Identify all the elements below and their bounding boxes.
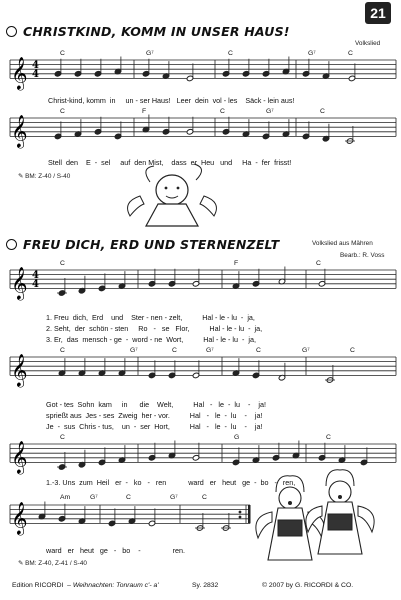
chord: G⁷	[170, 494, 178, 501]
treble-clef-icon: 𝄞	[11, 114, 28, 148]
chord: C	[202, 494, 207, 501]
ref-text: BM: Z-40, Z-41 / S-40	[25, 560, 87, 567]
song-title-text: CHRISTKIND, KOMM IN UNSER HAUS!	[23, 24, 290, 39]
chord: C	[60, 347, 65, 354]
chord: C	[348, 50, 353, 57]
lyrics-verse3: Je - sus Chris - tus, un - ser Hort, Hal - le - lu - ja!	[46, 422, 263, 431]
arranger: Bearb.: R. Voss	[340, 252, 385, 259]
repeat-dot	[239, 511, 242, 514]
pencil-icon: ✎	[18, 560, 26, 567]
chord: C	[60, 434, 65, 441]
angel-head	[156, 175, 188, 205]
treble-clef-icon: 𝄞	[11, 266, 28, 300]
chord: F	[142, 108, 147, 115]
songbook-icon	[328, 514, 352, 530]
treble-clef-icon: 𝄞	[11, 353, 28, 387]
singing-angel-head	[329, 481, 351, 503]
singing-angel-head	[279, 487, 301, 509]
chord: C	[126, 494, 131, 501]
lyrics-line: Stell den E - sel auf den Mist, dass er Heu und Ha - fer frisst!	[48, 158, 292, 167]
ref-text: BM: Z-40 / S-40	[25, 173, 71, 180]
collection: Weihnachten:	[72, 582, 115, 589]
final-barline	[248, 505, 251, 523]
song-source-1: Volkslied	[355, 40, 381, 47]
treble-clef-icon: 𝄞	[11, 501, 28, 535]
chord: G	[234, 434, 240, 441]
lyrics-verse1: 1. Freu dich, Erd und Ster - nen - zelt, Hal - le - lu - ja,	[46, 313, 255, 322]
chord: C	[172, 347, 177, 354]
chord: C	[60, 50, 65, 57]
catalog-number: Sy. 2832	[192, 582, 219, 589]
page-number: 21	[365, 2, 391, 24]
chord: C	[350, 347, 355, 354]
chord: C	[220, 108, 225, 115]
angel-eye	[177, 187, 180, 190]
lyrics-line: ward er heut ge - bo - ren.	[46, 546, 186, 555]
pencil-icon: ✎	[18, 173, 26, 180]
time-signature: 4	[32, 270, 39, 281]
lyrics-line: 1.-3. Uns zum Heil er - ko - ren ward er heut ge - bo - ren,	[46, 478, 296, 487]
chord: F	[234, 260, 239, 267]
treble-clef-icon: 𝄞	[11, 440, 28, 474]
time-signature: 4	[32, 69, 39, 80]
lyrics-verse2: 2. Seht, der schön - sten Ro - se Flor, Hal - le - lu - ja,	[46, 324, 263, 333]
time-signature: 4	[32, 60, 39, 71]
footer: Edition RICORDI – Weihnachten: Tonraum c'- a' Sy. 2832 © 2007 by G. RICORDI & CO.	[12, 582, 354, 589]
songbook-icon	[278, 520, 302, 536]
chord: G⁷	[308, 50, 316, 57]
chord: C	[228, 50, 233, 57]
singing-mouth	[338, 495, 342, 499]
chord: G⁷	[266, 108, 274, 115]
lyrics-verse1: Got - tes Sohn kam in die Welt, Hal - le - lu - ja!	[46, 400, 266, 409]
chord: C	[320, 108, 325, 115]
chord: G⁷	[146, 50, 154, 57]
chord: C	[60, 108, 65, 115]
time-signature: 4	[32, 279, 39, 290]
chord: G⁷	[302, 347, 310, 354]
range: Tonraum c'- a'	[116, 582, 159, 589]
chord: G⁷	[130, 347, 138, 354]
angel-eye	[165, 187, 168, 190]
angel-dress	[146, 204, 198, 226]
chord: G⁷	[90, 494, 98, 501]
chord: C	[256, 347, 261, 354]
singing-mouth	[288, 501, 292, 505]
chord: C	[326, 434, 331, 441]
lyrics-verse3: 3. Er, das mensch - ge - word - ne Wort, Hal - le - lu - ja,	[46, 335, 256, 344]
chord: G⁷	[206, 347, 214, 354]
chord: Am	[60, 494, 71, 501]
lyrics-line: Christ-kind, komm in un - ser Haus! Leer dein vol - les Säck - lein aus!	[48, 96, 295, 105]
song-source-2: Volkslied aus Mähren	[312, 240, 373, 247]
chord: C	[316, 260, 321, 267]
repeat-dot	[239, 516, 242, 519]
copyright: © 2007 by G. RICORDI & CO.	[262, 582, 354, 589]
lyrics-verse2: spriеßt aus Jes - ses Zweig her - vor. Hal - le - lu - ja!	[46, 411, 263, 420]
song-title-text: FREU DICH, ERD UND STERNENZELT	[23, 237, 280, 252]
publisher: Edition RICORDI	[12, 582, 64, 589]
chord: C	[60, 260, 65, 267]
treble-clef-icon: 𝄞	[11, 56, 28, 90]
